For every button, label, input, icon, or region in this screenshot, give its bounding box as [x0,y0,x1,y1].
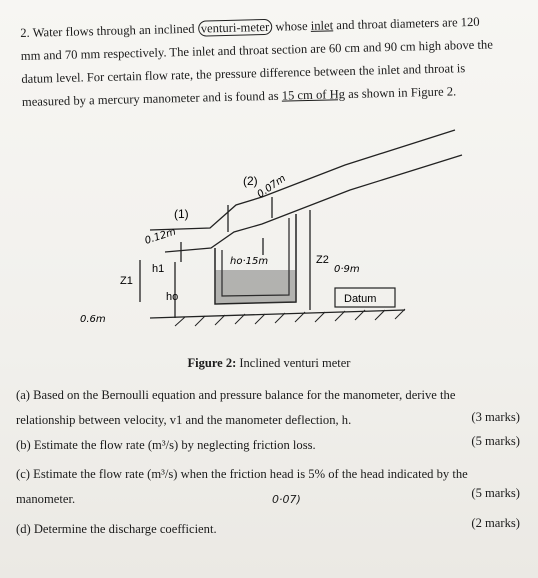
caption-text: Inclined venturi meter [239,356,351,370]
handwritten-c-note: 0·07) [272,493,301,506]
datum-label: Datum [344,293,377,305]
part-d: (d) Determine the discharge coefficient. [16,522,217,536]
z1-label: Z1 [120,275,133,287]
intro-line-3: datum level. For certain flow rate, the pressure difference between the inlet and throat is [21,61,466,86]
intro-line-2: mm and 70 mm respectively. The inlet and throat section are 60 cm and 90 cm high above the [20,37,494,63]
part-a-marks: (3 marks) [471,410,520,424]
handwritten-015: ho·15m [230,256,269,267]
intro-text: and throat diameters are 120 [336,14,480,33]
handwritten-09: 0·9m [334,264,360,275]
figure-caption [0,356,538,371]
underlined-term: 15 cm of Hg [281,87,346,103]
datum-line [150,310,405,318]
part-c-marks: (5 marks) [471,486,520,500]
intro-text: whose [275,18,308,34]
part-c-line1: (c) Estimate the flow rate (m³/s) when the friction head is 5% of the head indicated by the [16,467,468,481]
intro-text: as shown in Figure 2. [347,84,457,102]
part-d-marks: (2 marks) [471,516,520,530]
intro-text: measured by a mercury manometer and is found as [21,88,279,109]
section-1-label: (1) [174,207,189,221]
z2-label: Z2 [316,254,329,266]
mercury-fill [215,270,296,303]
h1-label: h1 [152,263,165,275]
question-number: 2. [20,25,30,40]
part-a-line2: relationship between velocity, v1 and the manometer deflection, h. [16,413,352,427]
part-a-line1: (a) Based on the Bernoulli equation and pressure balance for the manometer, derive the [16,388,456,402]
part-b: (b) Estimate the flow rate (m³/s) by neglecting friction loss. [16,438,316,452]
section-2-label: (2) [243,174,258,188]
handwritten-007: 0.07m [255,173,288,201]
circled-term: venturi-meter [198,19,273,37]
intro-text: Water flows through an inclined [32,21,195,40]
caption-label: Figure 2: [187,356,237,370]
underlined-term: inlet [310,18,334,33]
h0-label: ho [166,291,179,303]
part-b-marks: (5 marks) [471,434,520,448]
pipe-upper-wall [150,130,455,230]
part-c-line2: manometer. [16,492,76,506]
handwritten-012: 0.12m [143,226,178,247]
pipe-lower-wall [165,155,462,252]
handwritten-06: 0.6m [80,314,106,325]
